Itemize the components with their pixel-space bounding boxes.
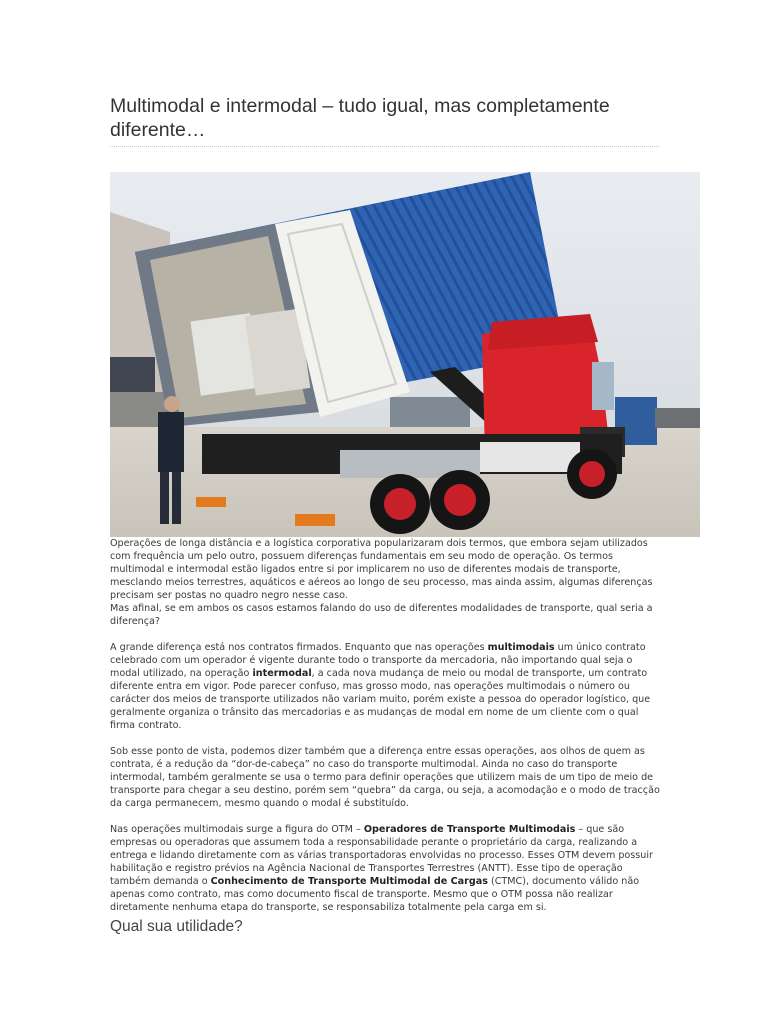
paragraph-question: Mas afinal, se em ambos os casos estamos falando do uso de diferentes modalidades de transporte, qual seria a diferença? xyxy=(110,603,653,627)
title-divider xyxy=(110,146,659,147)
paragraph-otm: Nas operações multimodais surge a figura do OTM – Operadores de Transporte Multimodais – que são empresas ou operadoras que assumem toda a responsabilidade perante o proprietário da carga, realizando a entrega e lidando diretamente com as várias transportadoras envolvidas no processo. Esses OTM devem possuir habilitação e registro prévios na Agência Nacional de Transportes Terrestres (ANTT). Esse tipo de operação também demanda o Conhecimento de Transporte Multimodal de Cargas (CTMC), documento válido não apenas como contrato, mas como documento fiscal de transporte. Mesmo que o OTM possa não realizar diretamente nenhuma etapa do transporte, se responsabiliza totalmente pela carga em si. xyxy=(110,824,653,913)
paragraph-viewpoint: Sob esse ponto de vista, podemos dizer também que a diferença entre essas operações, aos olhos de quem as contrata, é a redução da “dor-de-cabeça” no caso do transporte multimodal. Ainda no caso do transporte intermodal, também geralmente se usa o termo para definir operações que utilizem mais de um tipo de meio de transporte para chegar a seu destino, porém sem “quebra” da carga, ou seja, a acomodação e o modo de tracção da carga permanecem, mesmo quando o modal é substituído. xyxy=(110,746,660,809)
paragraph-intro: Operações de longa distância e a logística corporativa popularizaram dois termos, que embora sejam utilizados com frequência um pelo outro, possuem diferenças fundamentais em seu modo de operação. Os termos multimodal e intermodal estão ligados entre si por implicarem no uso de diferentes modais de transporte, mesclando meios terrestres, aquáticos e aéreos ao longo de seu processo, mas ainda assim, algumas diferenças precisam ser postas no quadro negro nesse caso. xyxy=(110,538,653,601)
bold-ctmc: Conhecimento de Transporte Multimodal de Cargas xyxy=(210,876,488,887)
section-heading: Qual sua utilidade? xyxy=(110,918,243,935)
bold-multimodais: multimodais xyxy=(487,642,555,653)
bold-intermodal: intermodal xyxy=(252,668,312,679)
hero-image xyxy=(110,172,700,537)
bold-otm: Operadores de Transporte Multimodais xyxy=(363,824,576,835)
truck-container-illustration xyxy=(110,172,700,537)
article-title: Multimodal e intermodal – tudo igual, mas completamente diferente… xyxy=(110,95,610,141)
article-body xyxy=(110,537,665,927)
paragraph-contracts: A grande diferença está nos contratos firmados. Enquanto que nas operações multimodais um único contrato celebrado com um operador é vigente durante todo o transporte da mercadoria, não importando qual seja o modal utilizado, na operação intermodal, a cada nova mudança de meio ou modal de transporte, um contrato diferente entra em vigor. Pode parecer confuso, mas grosso modo, nas operações multimodais o número ou carácter dos meios de transporte utilizados não variam muito, porém existe a pessoa do operador logístico, que geralmente organiza o trânsito das mercadorias e as mudanças de modal em nome de um cliente com o qual firma contrato. xyxy=(110,642,651,731)
